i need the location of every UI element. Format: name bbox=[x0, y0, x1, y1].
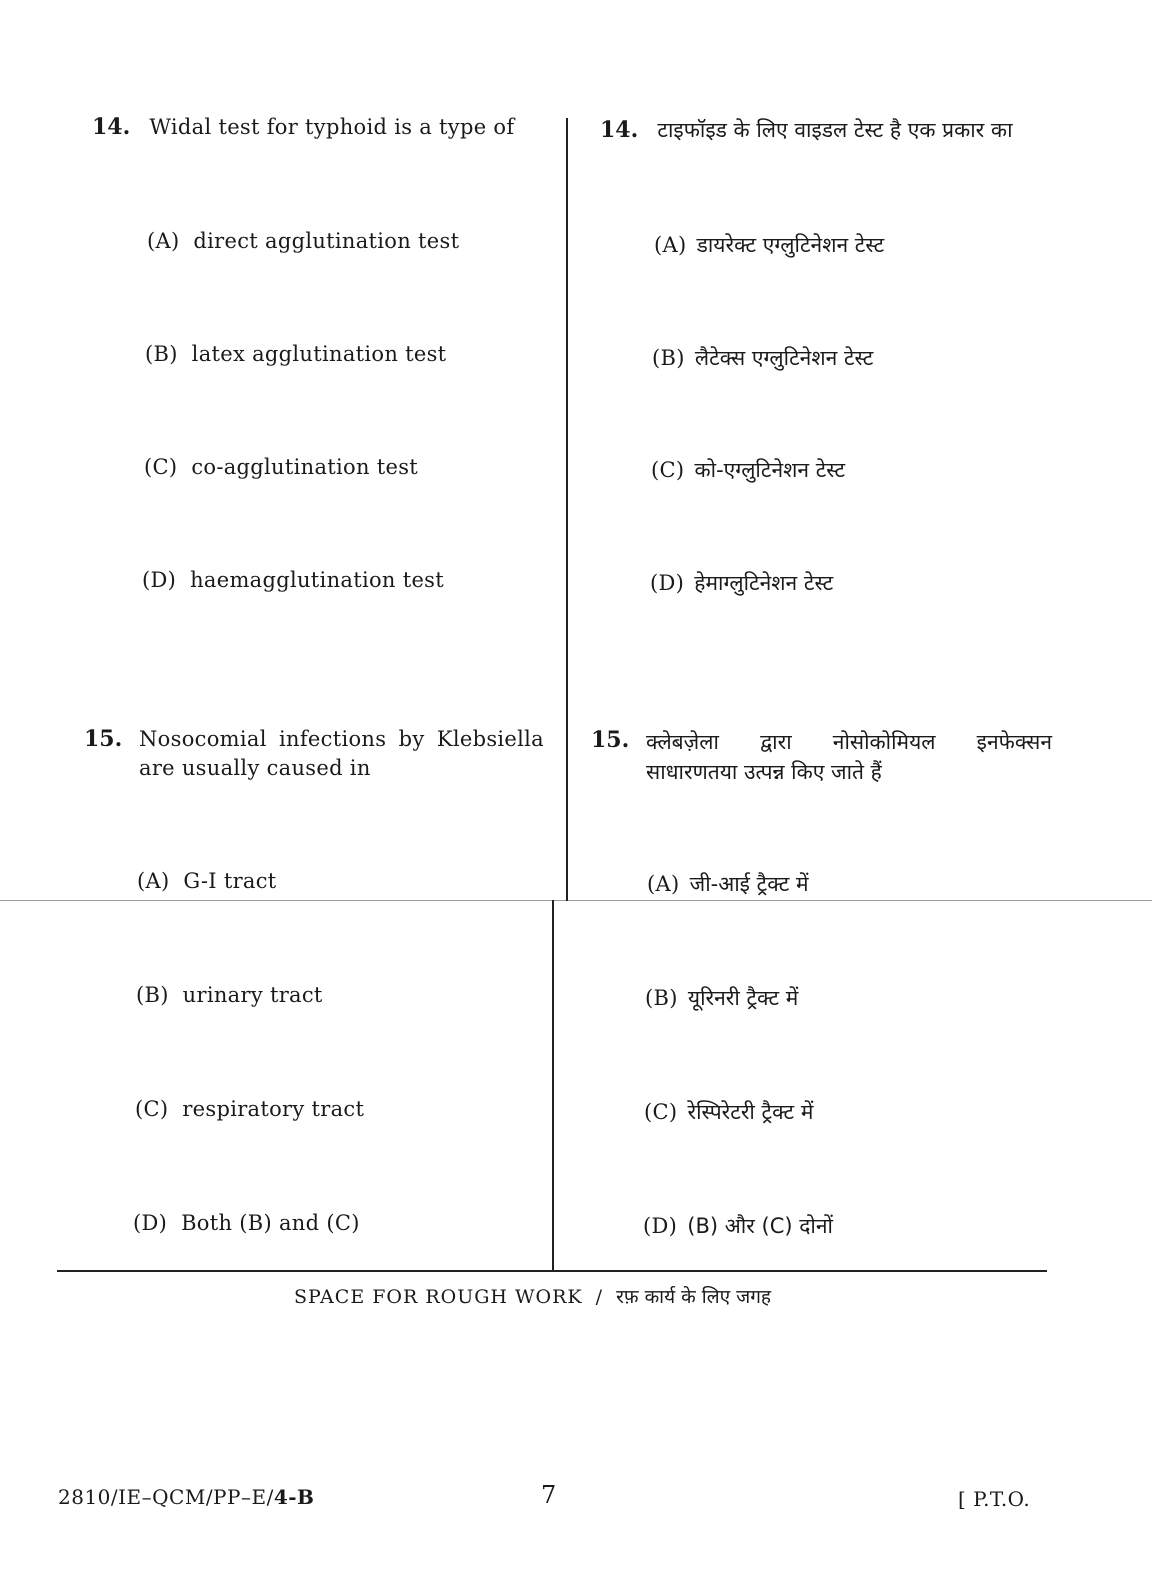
option-text: को-एग्लुटिनेशन टेस्ट bbox=[694, 458, 846, 482]
fold-line bbox=[0, 900, 1152, 901]
option-label: (A) bbox=[137, 869, 170, 893]
option-label: (B) bbox=[136, 983, 169, 1007]
option-c-en bbox=[135, 1097, 364, 1121]
rough-work-separator: / bbox=[595, 1286, 604, 1308]
option-label: (B) bbox=[652, 346, 685, 370]
option-a-hi bbox=[647, 870, 809, 898]
option-label: (D) bbox=[133, 1211, 168, 1235]
option-b-en bbox=[145, 342, 446, 366]
option-text: रेस्पिरेटरी ट्रैक्ट में bbox=[687, 1100, 814, 1124]
option-label: (D) bbox=[650, 571, 685, 595]
option-text: latex agglutination test bbox=[191, 342, 447, 366]
question-15-en-line1: Nosocomial infections by Klebsiella bbox=[139, 727, 544, 751]
option-text: co-agglutination test bbox=[191, 455, 419, 479]
option-c-hi bbox=[644, 1098, 813, 1126]
question-14-hi bbox=[600, 116, 1060, 144]
option-text: लैटेक्स एग्लुटिनेशन टेस्ट bbox=[694, 346, 874, 370]
option-label: (A) bbox=[647, 872, 680, 896]
paper-code-prefix: 2810/IE–QCM/PP–E/ bbox=[58, 1485, 274, 1509]
option-d-en bbox=[142, 568, 444, 592]
question-text: Widal test for typhoid is a type of bbox=[149, 115, 515, 139]
option-d-hi bbox=[643, 1212, 833, 1240]
paper-code-suffix: 4-B bbox=[273, 1485, 315, 1509]
column-divider-lower bbox=[552, 900, 554, 1270]
question-number: 14. bbox=[600, 117, 639, 143]
option-text: डायरेक्ट एग्लुटिनेशन टेस्ट bbox=[696, 233, 885, 257]
option-a-en bbox=[137, 869, 277, 893]
option-c-en bbox=[144, 455, 418, 479]
rough-work-rule bbox=[57, 1270, 1047, 1272]
option-text: urinary tract bbox=[182, 983, 323, 1007]
option-text: (B) और (C) दोनों bbox=[687, 1214, 833, 1238]
question-14-en bbox=[92, 114, 552, 140]
option-a-hi bbox=[654, 231, 884, 259]
option-text: direct agglutination test bbox=[193, 229, 460, 253]
rough-work-en: SPACE FOR ROUGH WORK bbox=[294, 1286, 583, 1308]
option-label: (C) bbox=[651, 458, 685, 482]
option-label: (B) bbox=[145, 342, 178, 366]
question-15-en-line2: are usually caused in bbox=[139, 756, 371, 780]
question-number: 14. bbox=[92, 114, 131, 140]
question-15-hi-line1: क्लेबज़ेला द्वारा नोसोकोमियल इनफेक्सन bbox=[646, 730, 1052, 754]
option-label: (C) bbox=[644, 1100, 678, 1124]
column-divider-upper bbox=[566, 118, 568, 901]
rough-work-hi: रफ़ कार्य के लिए जगह bbox=[616, 1286, 772, 1308]
option-b-hi bbox=[645, 984, 798, 1012]
option-label: (C) bbox=[135, 1097, 169, 1121]
option-b-hi bbox=[652, 344, 873, 372]
option-label: (A) bbox=[654, 233, 687, 257]
option-d-hi bbox=[650, 569, 833, 597]
option-label: (D) bbox=[142, 568, 177, 592]
pto-marker: [ P.T.O. bbox=[958, 1487, 1031, 1511]
option-text: Both (B) and (C) bbox=[181, 1211, 360, 1235]
rough-work-label bbox=[294, 1283, 771, 1309]
option-text: जी-आई ट्रैक्ट में bbox=[689, 872, 809, 896]
option-text: haemagglutination test bbox=[190, 568, 444, 592]
option-label: (B) bbox=[645, 986, 678, 1010]
option-text: यूरिनरी ट्रैक्ट में bbox=[687, 986, 799, 1010]
paper-code bbox=[58, 1485, 314, 1509]
option-text: हेमाग्लुटिनेशन टेस्ट bbox=[694, 571, 834, 595]
page-number: 7 bbox=[541, 1481, 557, 1509]
option-label: (C) bbox=[144, 455, 178, 479]
option-label: (A) bbox=[147, 229, 180, 253]
option-text: respiratory tract bbox=[182, 1097, 365, 1121]
option-label: (D) bbox=[643, 1214, 678, 1238]
question-number: 15. bbox=[84, 726, 123, 752]
option-a-en bbox=[147, 229, 459, 253]
question-15-hi-line2: साधारणतया उत्पन्न किए जाते हैं bbox=[646, 760, 882, 784]
question-number: 15. bbox=[591, 727, 630, 753]
option-c-hi bbox=[651, 456, 845, 484]
option-d-en bbox=[133, 1211, 360, 1235]
question-text: टाइफॉइड के लिए वाइडल टेस्ट है एक प्रकार का bbox=[657, 118, 1013, 142]
option-b-en bbox=[136, 983, 323, 1007]
option-text: G-I tract bbox=[183, 869, 277, 893]
